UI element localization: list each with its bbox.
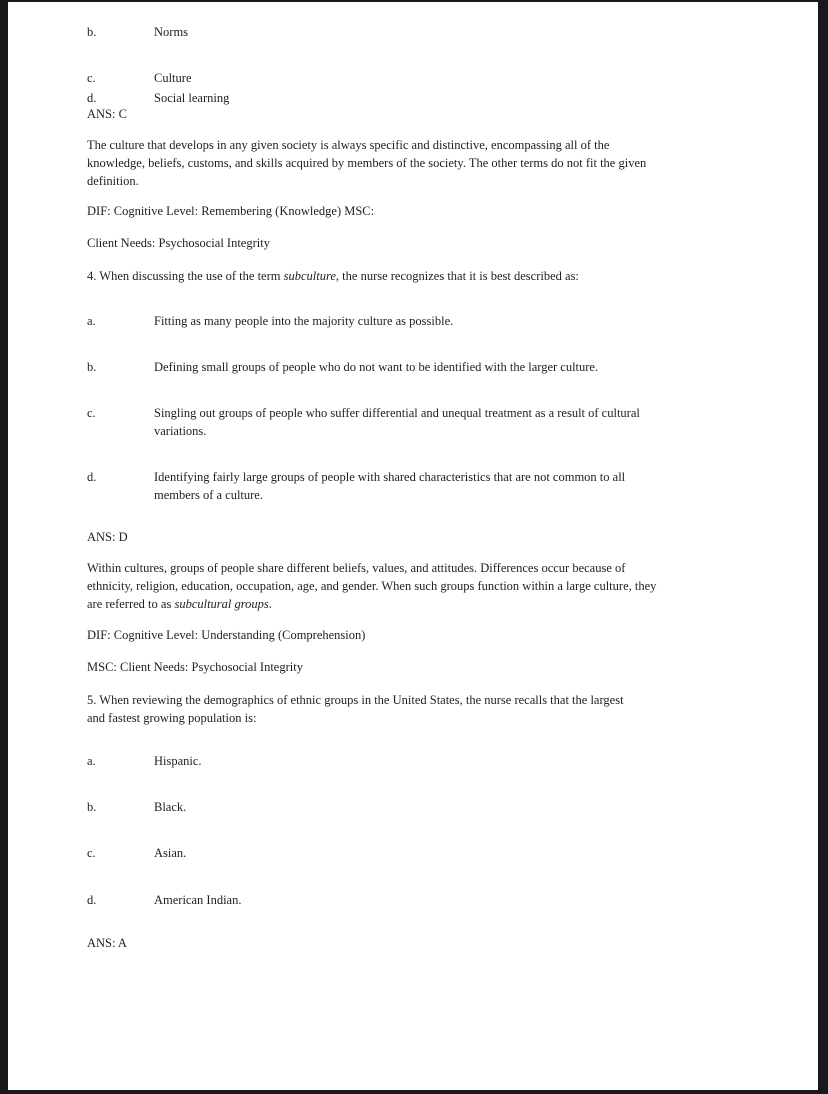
question-stem [87,267,579,285]
option-letter: a. [87,314,96,328]
option-text: Hispanic. [154,754,202,768]
rationale-line: ethnicity, religion, education, occupation, age, and gender. When such groups function within a large culture, they [87,579,657,593]
option-row [87,312,453,330]
option-row [87,69,192,87]
rationale-line: Within cultures, groups of people share different beliefs, values, and attitudes. Differences occur because of [87,561,626,575]
option-text: Asian. [154,846,187,860]
msc-line: MSC: Client Needs: Psychosocial Integrity [87,660,303,674]
option-letter: c. [87,846,96,860]
rationale-line: knowledge, beliefs, customs, and skills acquired by members of the society. The other terms do not fit the given [87,156,647,170]
option-text: members of a culture. [154,488,263,502]
rationale-paragraph [87,559,656,613]
option-row [87,844,186,862]
option-text: American Indian. [154,893,242,907]
rationale-text: . [268,597,272,611]
option-text: Culture [154,71,192,85]
option-letter: d. [87,91,97,105]
screen-edge-left [0,0,8,1094]
dif-line: DIF: Cognitive Level: Remembering (Knowledge) MSC: [87,204,375,218]
option-row [87,752,202,770]
option-letter: b. [87,360,97,374]
rationale-line [87,595,656,613]
rationale-line: The culture that develops in any given society is always specific and distinctive, encompassing all of the [87,138,610,152]
answer-label: ANS: D [87,530,128,544]
option-letter: b. [87,25,97,39]
option-letter: d. [87,470,97,484]
option-letter: a. [87,754,96,768]
option-text: variations. [154,424,207,438]
screen-edge-bottom [0,1090,828,1094]
option-row [87,358,598,376]
option-row [87,468,625,504]
screen-edge-right [818,0,828,1094]
stem-italic-term: subculture [283,269,336,283]
client-needs-line: Client Needs: Psychosocial Integrity [87,236,270,250]
document-page[interactable] [87,0,787,1094]
answer-label: ANS: C [87,107,127,121]
screen-edge-top [0,0,828,2]
option-letter: b. [87,800,97,814]
option-text: Fitting as many people into the majority culture as possible. [154,314,454,328]
question-stem [87,691,624,727]
stem-line: and fastest growing population is: [87,711,257,725]
option-row [87,891,241,909]
option-row [87,404,640,440]
option-row [87,798,186,816]
option-text: Norms [154,25,189,39]
stem-text: , the nurse recognizes that it is best described as: [335,269,579,283]
option-text: Black. [154,800,187,814]
rationale-paragraph [87,136,646,190]
dif-line: DIF: Cognitive Level: Understanding (Comprehension) [87,628,366,642]
option-row [87,23,188,41]
option-text: Social learning [154,91,230,105]
rationale-text: are referred to as [87,597,175,611]
option-letter: c. [87,406,96,420]
stem-text: 4. When discussing the use of the term [87,269,284,283]
rationale-line: definition. [87,174,139,188]
answer-label: ANS: A [87,936,127,950]
stem-line: 5. When reviewing the demographics of ethnic groups in the United States, the nurse recalls that the largest [87,693,624,707]
rationale-italic-term: subcultural groups [174,597,269,611]
option-text: Identifying fairly large groups of people with shared characteristics that are not common to all [154,470,626,484]
option-text: Singling out groups of people who suffer differential and unequal treatment as a result of cultural [154,406,640,420]
option-text: Defining small groups of people who do not want to be identified with the larger culture. [154,360,599,374]
option-letter: c. [87,71,96,85]
option-letter: d. [87,893,97,907]
